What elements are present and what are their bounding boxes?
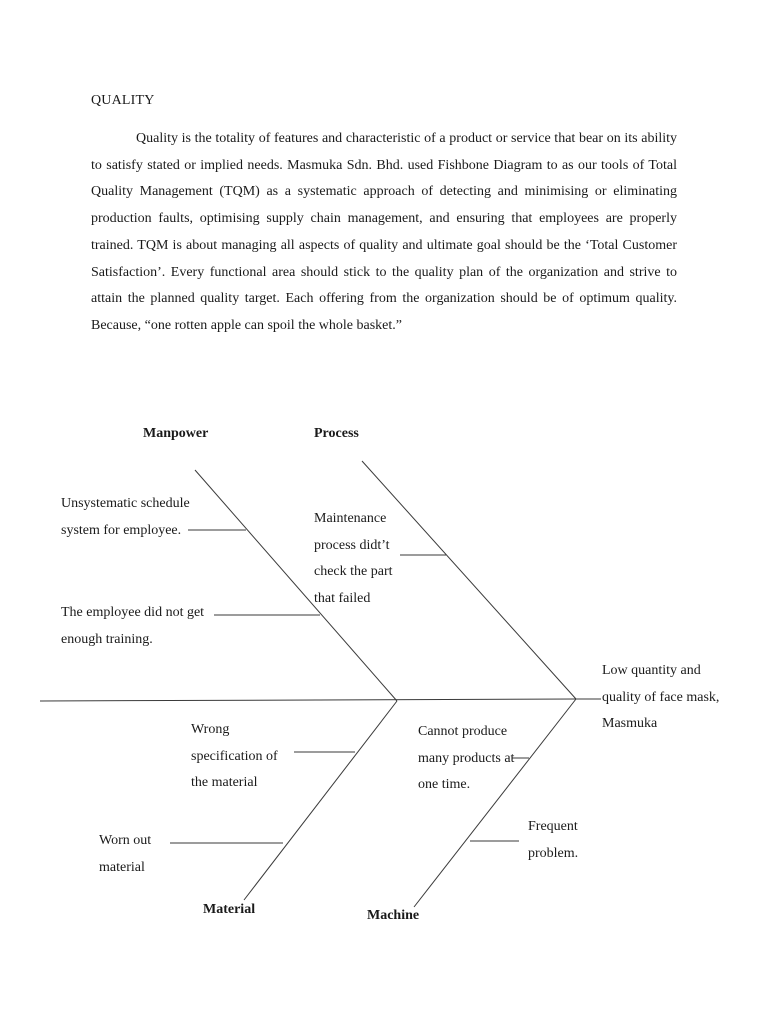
effect-label: Low quantity and quality of face mask, Masmuka	[602, 663, 720, 732]
cause-material-specification: Wrong specification of the material	[191, 722, 278, 791]
category-material: Material	[203, 902, 256, 917]
cause-manpower-training: The employee did not get enough training.	[61, 605, 205, 647]
cause-material-worn-out: Worn out material	[99, 833, 152, 875]
category-machine: Machine	[367, 908, 420, 923]
cause-process-maintenance: Maintenance process didt’t check the part that failed	[314, 511, 393, 607]
category-process: Process	[314, 426, 359, 441]
body-paragraph: Quality is the totality of features and characteristic of a product or service that bear on its ability to satisfy stated or implied needs. Masmuka Sdn. Bhd. used Fishbone Diagram to as our tools of Total Quality Management (TQM) as a systematic approach of detecting and minimising or eliminating production faults, optimising supply chain management, and ensuring that employees are properly trained. TQM is about managing all aspects of quality and ultimate goal should be the ‘Total Customer Satisfaction’. Every functional area should stick to the quality plan of the organization and strive to attain the planned quality target. Each offering from the organization should be of optimum quality. Because, “one rotten apple can spoil the whole basket.”	[91, 131, 677, 333]
spine-line	[40, 699, 576, 701]
cause-machine-problem: Frequent problem.	[528, 819, 579, 861]
cause-machine-capacity: Cannot produce many products at one time.	[418, 724, 515, 793]
category-manpower: Manpower	[143, 426, 209, 441]
cause-manpower-schedule: Unsystematic schedule system for employee.	[61, 496, 190, 538]
section-heading: QUALITY	[91, 93, 155, 108]
